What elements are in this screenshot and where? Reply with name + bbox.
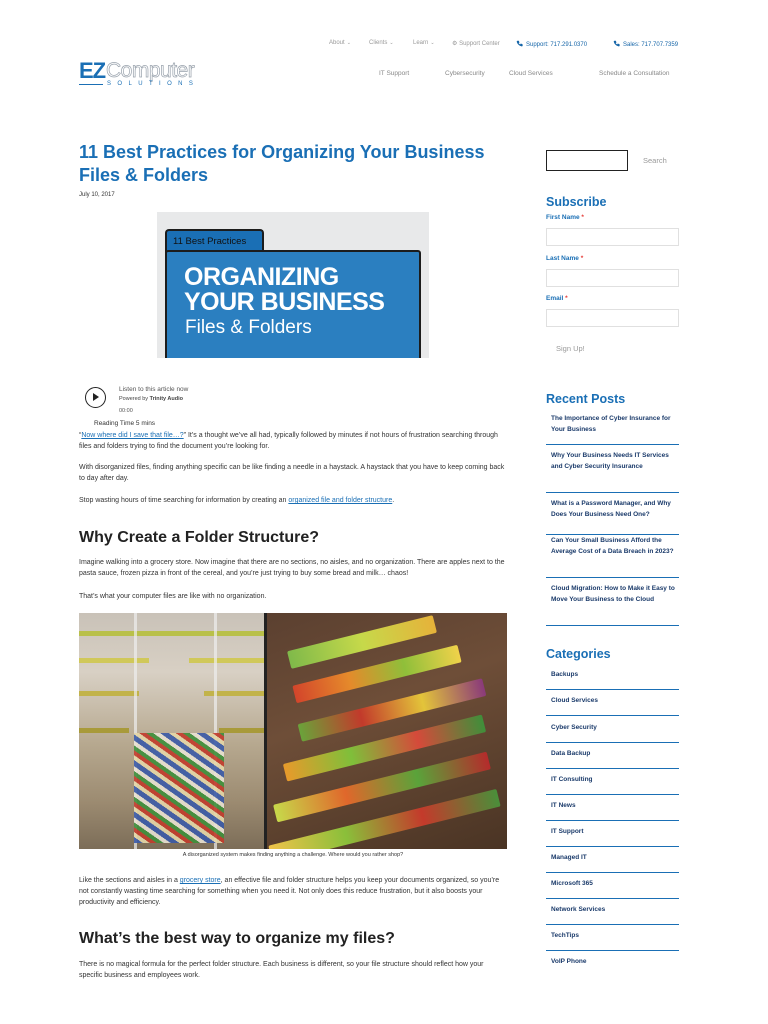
recent-post-title: Can Your Small Business Afford the Average Cost of a Data Breach in 2023?	[551, 537, 674, 555]
gear-icon: ⚙	[452, 41, 458, 47]
sign-up-button[interactable]: Sign Up!	[556, 344, 585, 353]
chevron-down-icon: ⌄	[389, 40, 394, 46]
category-item[interactable]	[546, 670, 679, 690]
category-item[interactable]	[546, 801, 679, 821]
sales-phone-label: Sales: 717.707.7359	[623, 42, 679, 48]
chevron-down-icon: ⌄	[430, 40, 435, 46]
audio-player	[85, 384, 315, 424]
nav-schedule-consultation[interactable]: Schedule a Consultation	[599, 70, 670, 77]
chevron-down-icon: ⌄	[346, 40, 351, 46]
heading-best-way-organize: What’s the best way to organize my files?	[79, 930, 395, 947]
logo-ez: EZ	[79, 58, 106, 83]
nav-cybersecurity[interactable]: Cybersecurity	[445, 70, 485, 77]
about-menu[interactable]	[329, 40, 351, 46]
first-name-text: First Name	[546, 214, 580, 221]
category-label: Cloud Services	[551, 697, 598, 704]
required-marker: *	[580, 255, 584, 262]
utility-bar	[0, 38, 768, 52]
category-label: TechTips	[551, 932, 579, 939]
grocery-comparison-image	[79, 613, 507, 849]
paragraph-3	[79, 495, 507, 506]
support-center-label: Support Center	[459, 41, 500, 47]
support-center-link[interactable]	[452, 40, 500, 47]
categories-heading: Categories	[546, 647, 611, 661]
subscribe-heading: Subscribe	[546, 195, 607, 209]
paragraph-1	[79, 430, 507, 452]
paragraph-1-text: ” It’s a thought we’ve all had, typically followed by minutes if not hours of frustration searching through files and folders trying to find the document you’re looking for.	[79, 432, 498, 450]
hero-tab-text: 11 Best Practices	[173, 236, 247, 247]
recent-posts-heading: Recent Posts	[546, 392, 626, 406]
file-question-link[interactable]: Now where did I save that file…?	[81, 432, 184, 439]
clients-menu[interactable]	[369, 40, 394, 46]
paragraph-2: With disorganized files, finding anything specific can be like finding a needle in a haystack. A haystack that you have to keep coming back to day after day.	[79, 464, 505, 482]
article-date: July 10, 2017	[79, 192, 115, 198]
site-logo[interactable]	[79, 58, 204, 90]
search-button[interactable]: Search	[643, 156, 667, 165]
paragraph-3-end: .	[392, 497, 395, 504]
recent-post-title: Why Your Business Needs IT Services and Cyber Security Insurance	[551, 452, 669, 470]
paragraph-6	[79, 875, 507, 908]
learn-menu[interactable]	[413, 40, 435, 46]
logo-computer: Computer	[106, 59, 195, 82]
image-caption: A disorganized system makes finding anything a challenge. Where would you rather shop?	[182, 852, 404, 858]
organized-store-photo	[267, 613, 507, 849]
category-label: Microsoft 365	[551, 880, 593, 887]
category-item[interactable]	[546, 775, 679, 795]
last-name-field[interactable]	[546, 269, 679, 287]
learn-label: Learn	[413, 40, 429, 46]
recent-post-title: The Importance of Cyber Insurance for Your Business	[551, 415, 671, 433]
audio-time: 00:00	[119, 408, 133, 414]
reading-time: Reading Time 5 mins	[94, 420, 156, 427]
support-phone-link[interactable]	[516, 40, 587, 48]
category-item[interactable]	[546, 853, 679, 873]
logo-rule	[79, 84, 103, 85]
paragraph-4: Imagine walking into a grocery store. Now imagine that there are no sections, no aisles, and no organization. There are apples next to the pasta sauce, frozen pizza in front of the cereal, and you’re just trying to buy some bread and milk… chaos!	[79, 559, 505, 577]
category-label: Managed IT	[551, 854, 587, 861]
category-label: Data Backup	[551, 750, 591, 757]
search-input[interactable]	[546, 150, 628, 171]
hero-image	[157, 212, 429, 358]
recent-post-title: What is a Password Manager, and Why Does Your Business Need One?	[551, 500, 671, 518]
powered-prefix: Powered by	[119, 396, 150, 402]
email-text: Email	[546, 295, 564, 302]
recent-post-item[interactable]	[546, 584, 679, 626]
category-item[interactable]	[546, 749, 679, 769]
recent-post-item[interactable]	[546, 499, 679, 535]
required-marker: *	[581, 214, 584, 221]
audio-listen-label: Listen to this article now	[119, 386, 189, 393]
nav-it-support[interactable]: IT Support	[379, 70, 410, 77]
quote-open: “	[79, 432, 82, 439]
paragraph-6-text: Like the sections and aisles in a	[79, 877, 180, 884]
heading-why-folder-structure: Why Create a Folder Structure?	[79, 529, 320, 546]
category-label: IT Consulting	[551, 776, 593, 783]
grocery-store-link[interactable]: grocery store	[179, 877, 221, 884]
category-label: IT News	[551, 802, 576, 809]
hero-line-2: YOUR BUSINESS	[184, 288, 385, 316]
email-label	[546, 295, 568, 302]
required-marker: *	[565, 295, 568, 302]
paragraph-7: There is no magical formula for the perfect folder structure. Each business is different, so your file structure should reflect how your specific business and employees work.	[79, 961, 484, 979]
category-label: Cyber Security	[551, 724, 597, 731]
last-name-text: Last Name	[546, 255, 579, 262]
clients-label: Clients	[369, 40, 388, 46]
phone-icon	[516, 40, 523, 47]
category-label: Network Services	[551, 906, 606, 913]
sales-phone-link[interactable]	[613, 40, 678, 48]
category-item[interactable]	[546, 957, 679, 977]
category-label: VoIP Phone	[551, 958, 587, 965]
nav-cloud-services[interactable]: Cloud Services	[509, 70, 553, 77]
play-icon[interactable]	[85, 387, 106, 408]
powered-brand: Trinity Audio	[149, 396, 183, 402]
last-name-label	[546, 255, 583, 262]
support-phone-label: Support: 717.291.0370	[526, 42, 588, 48]
category-item[interactable]	[546, 879, 679, 899]
audio-powered-by	[119, 396, 183, 402]
recent-post-item[interactable]	[546, 451, 679, 493]
paragraph-3-text: Stop wasting hours of time searching for information by creating an	[79, 497, 289, 504]
paragraph-5: That’s what your computer files are like with no organization.	[79, 593, 267, 600]
first-name-field[interactable]	[546, 228, 679, 246]
disorganized-store-photo	[79, 613, 264, 849]
organized-structure-link[interactable]: organized file and folder structure	[288, 497, 393, 504]
hero-line-3: Files & Folders	[185, 317, 312, 338]
category-label: Backups	[551, 671, 579, 678]
email-field[interactable]	[546, 309, 679, 327]
category-item[interactable]	[546, 905, 679, 925]
category-item[interactable]	[546, 931, 679, 951]
hero-line-1: ORGANIZING	[184, 263, 339, 291]
recent-post-item[interactable]	[546, 536, 679, 578]
recent-post-item[interactable]	[546, 414, 679, 445]
category-item[interactable]	[546, 723, 679, 743]
logo-solutions: SOLUTIONS	[107, 81, 200, 87]
category-label: IT Support	[551, 828, 584, 835]
phone-icon	[613, 40, 620, 47]
about-label: About	[329, 40, 345, 46]
article-title: 11 Best Practices for Organizing Your Business Files & Folders	[79, 142, 485, 185]
category-item[interactable]	[546, 827, 679, 847]
paragraph-6-rest: , an effective file and folder structure helps you keep your documents organized, so you’re not constantly wasting time searching for something when you need it. Not only does this reduce frustration, but it also boosts your productivity and efficiency.	[79, 877, 500, 906]
first-name-label	[546, 214, 584, 221]
recent-post-title: Cloud Migration: How to Make it Easy to Move Your Business to the Cloud	[551, 585, 675, 603]
category-item[interactable]	[546, 696, 679, 716]
